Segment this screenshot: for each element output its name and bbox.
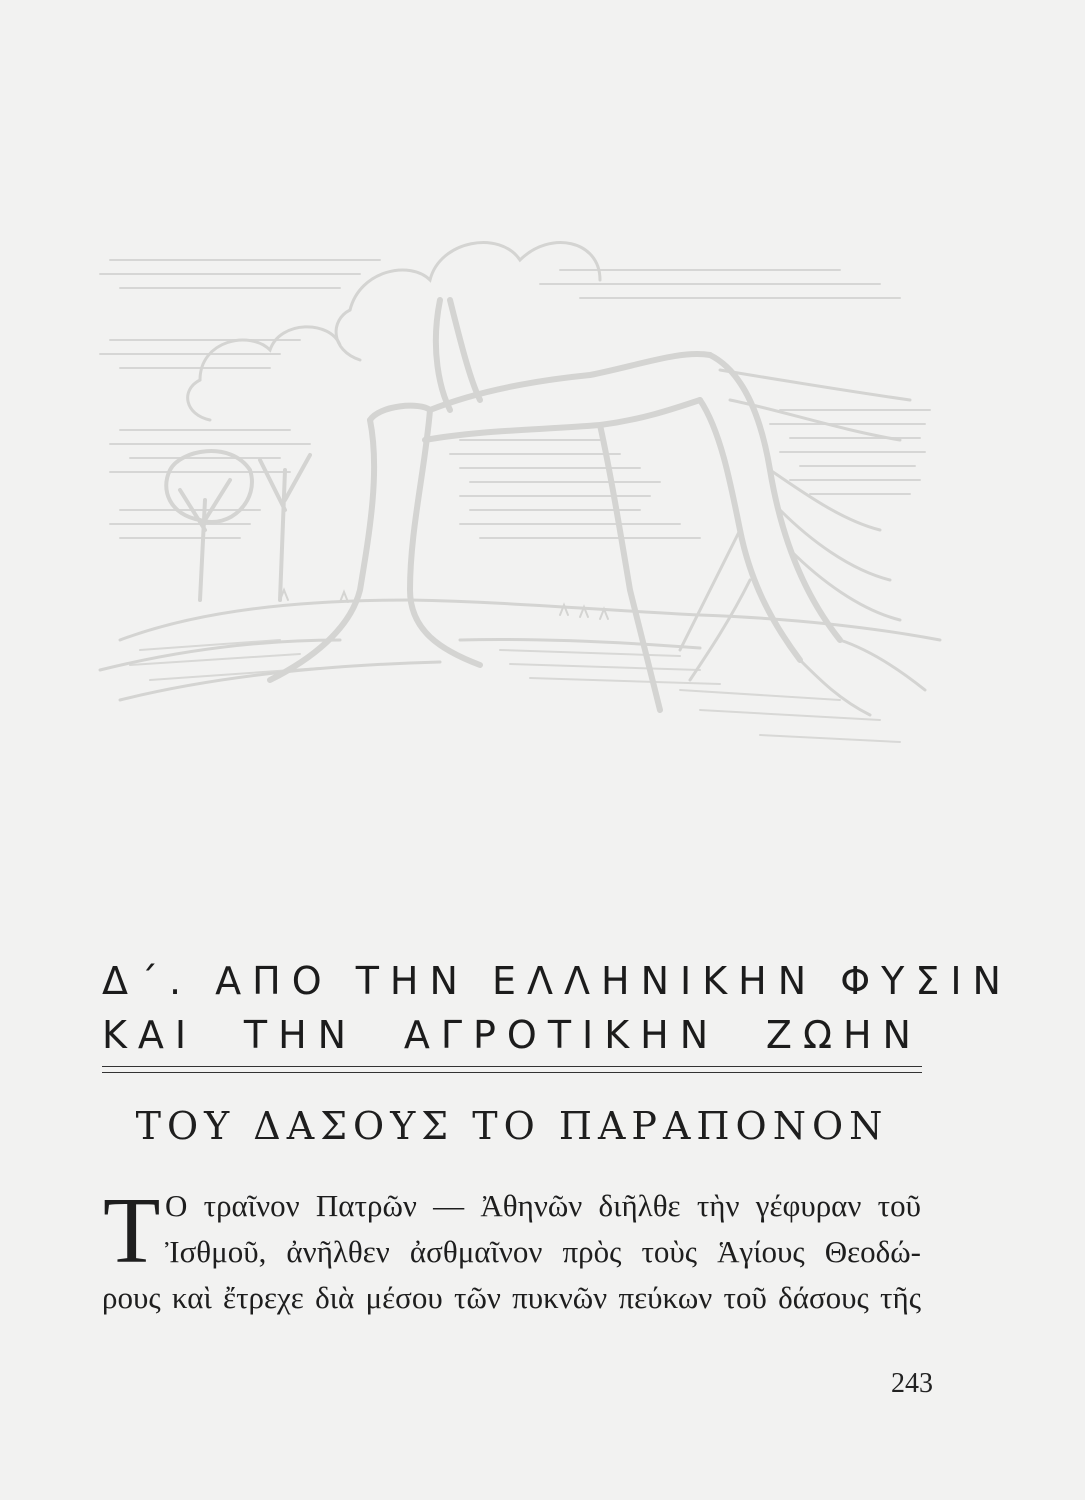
drop-cap: Τ bbox=[103, 1179, 161, 1283]
chapter-title: ΤΟΥ ΔΑΣΟΥΣ ΤΟ ΠΑΡΑΠΟΝΟΝ bbox=[135, 1104, 889, 1148]
section-heading-line-2: ΚΑΙ ΤΗΝ ΑΓΡΟΤΙΚΗΝ ΖΩΗΝ bbox=[102, 1013, 922, 1057]
page-number: 243 bbox=[891, 1368, 933, 1399]
tree-illustration bbox=[80, 170, 960, 790]
double-rule-divider bbox=[102, 1066, 922, 1073]
body-text-line-3: ρους καὶ ἔτρεχε διὰ μέσου τῶν πυκνῶν πεύκων τοῦ δάσους τῆς bbox=[102, 1280, 921, 1315]
body-text-line-1: Ο τραῖνον Πατρῶν — Ἀθηνῶν διῆλθε τὴν γέφυραν τοῦ bbox=[165, 1188, 921, 1223]
section-heading-line-1: Δ΄. ΑΠΟ ΤΗΝ ΕΛΛΗΝΙΚΗΝ ΦΥΣΙΝ bbox=[102, 959, 1012, 1003]
body-text-line-2: Ἰσθμοῦ, ἀνῆλθεν ἀσθμαῖνον πρὸς τοὺς Ἁγίους Θεοδώ- bbox=[165, 1234, 921, 1269]
